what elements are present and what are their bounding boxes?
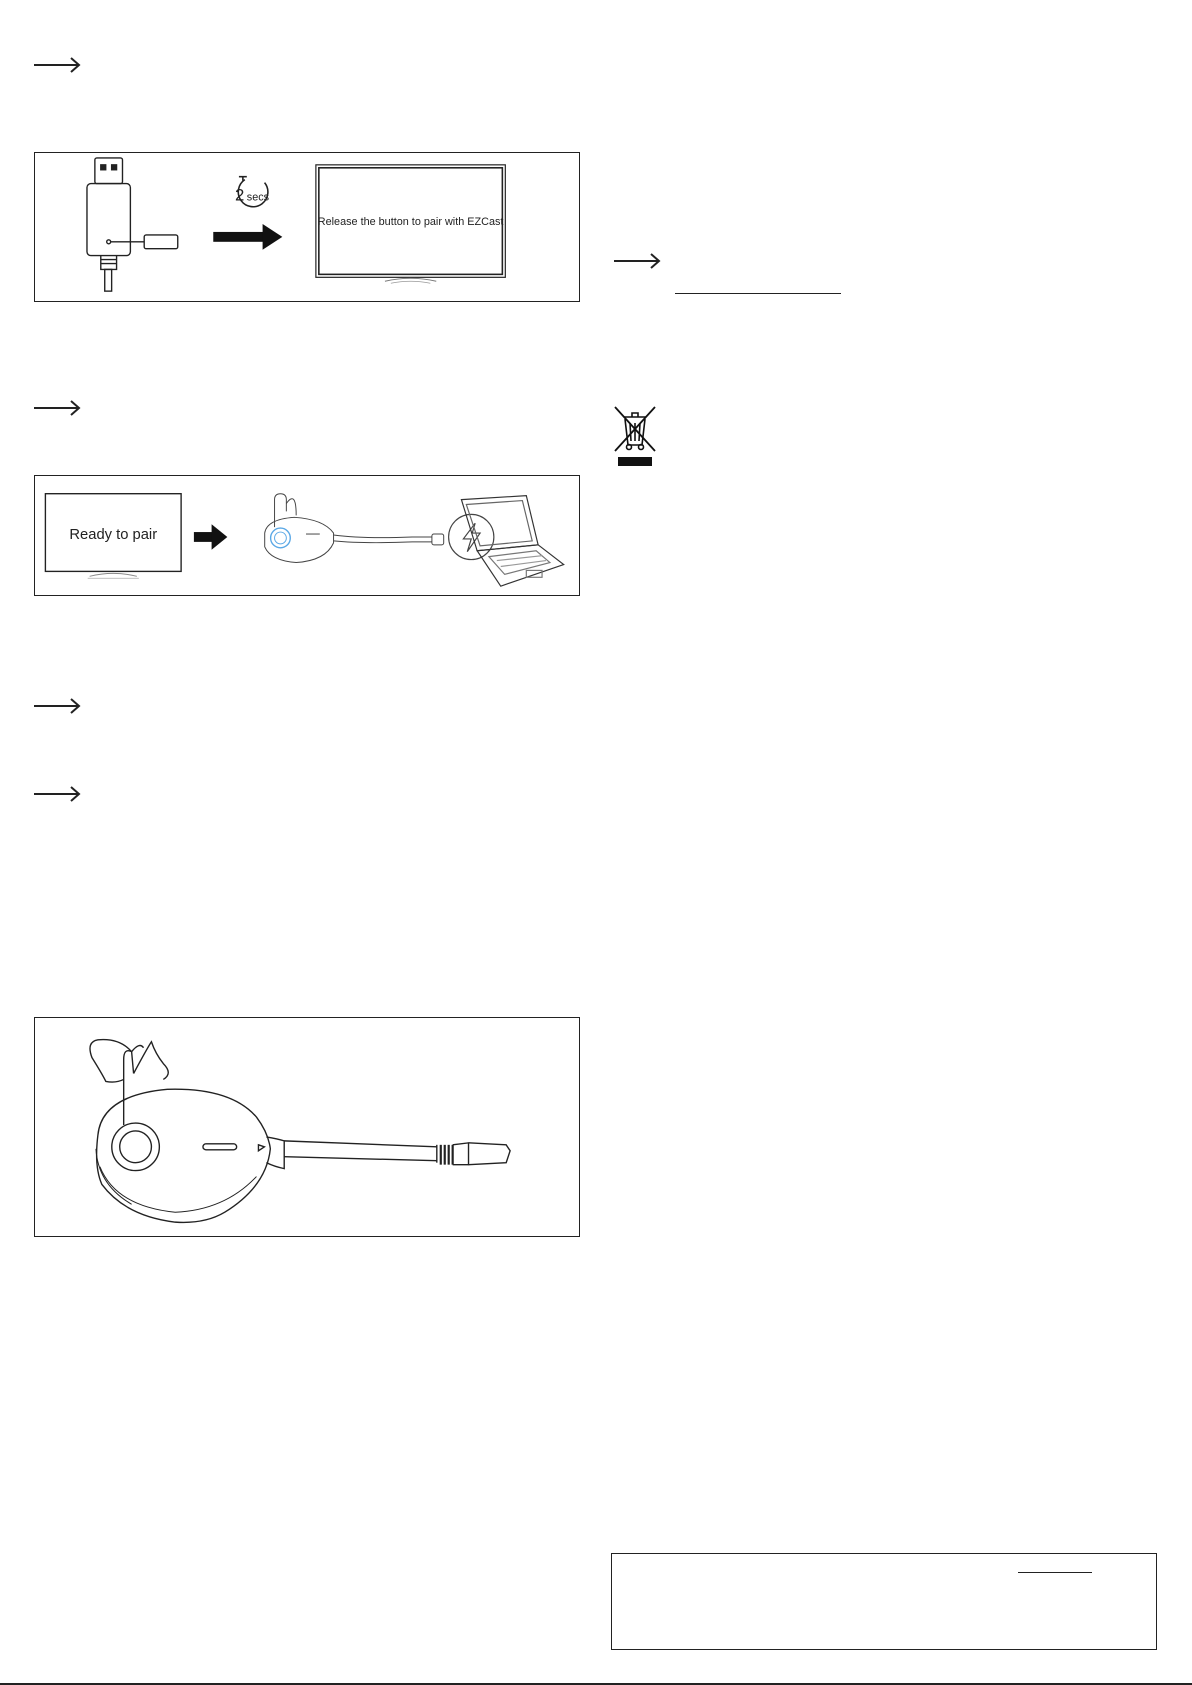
tv-screen-message: Ready to pair	[69, 526, 158, 543]
transmitter-illustration	[265, 494, 444, 563]
arrow-right-icon	[613, 252, 661, 270]
bold-arrow-icon	[194, 524, 227, 550]
lightning-icon	[449, 514, 494, 559]
link-underline	[675, 293, 841, 294]
figure-ready-to-pair	[34, 475, 580, 596]
link-underline	[1018, 1572, 1092, 1573]
transmitter-illustration	[90, 1040, 510, 1223]
timer-unit: secs	[246, 191, 270, 204]
figure-press-transmitter-button	[34, 1017, 580, 1237]
imprint-box	[611, 1553, 1157, 1650]
arrow-right-icon	[33, 399, 81, 417]
crossed-out-bin-icon	[612, 405, 658, 467]
arrow-right-icon	[33, 697, 81, 715]
usb-dongle-illustration	[87, 158, 178, 291]
arrow-right-icon	[33, 56, 81, 74]
figure-dongle-pairing	[34, 152, 580, 302]
arrow-right-icon	[33, 785, 81, 803]
timer-number: 2	[234, 185, 245, 205]
tv-screen-message: Release the button to pair with EZCast	[317, 216, 504, 229]
bold-arrow-icon	[213, 224, 282, 250]
